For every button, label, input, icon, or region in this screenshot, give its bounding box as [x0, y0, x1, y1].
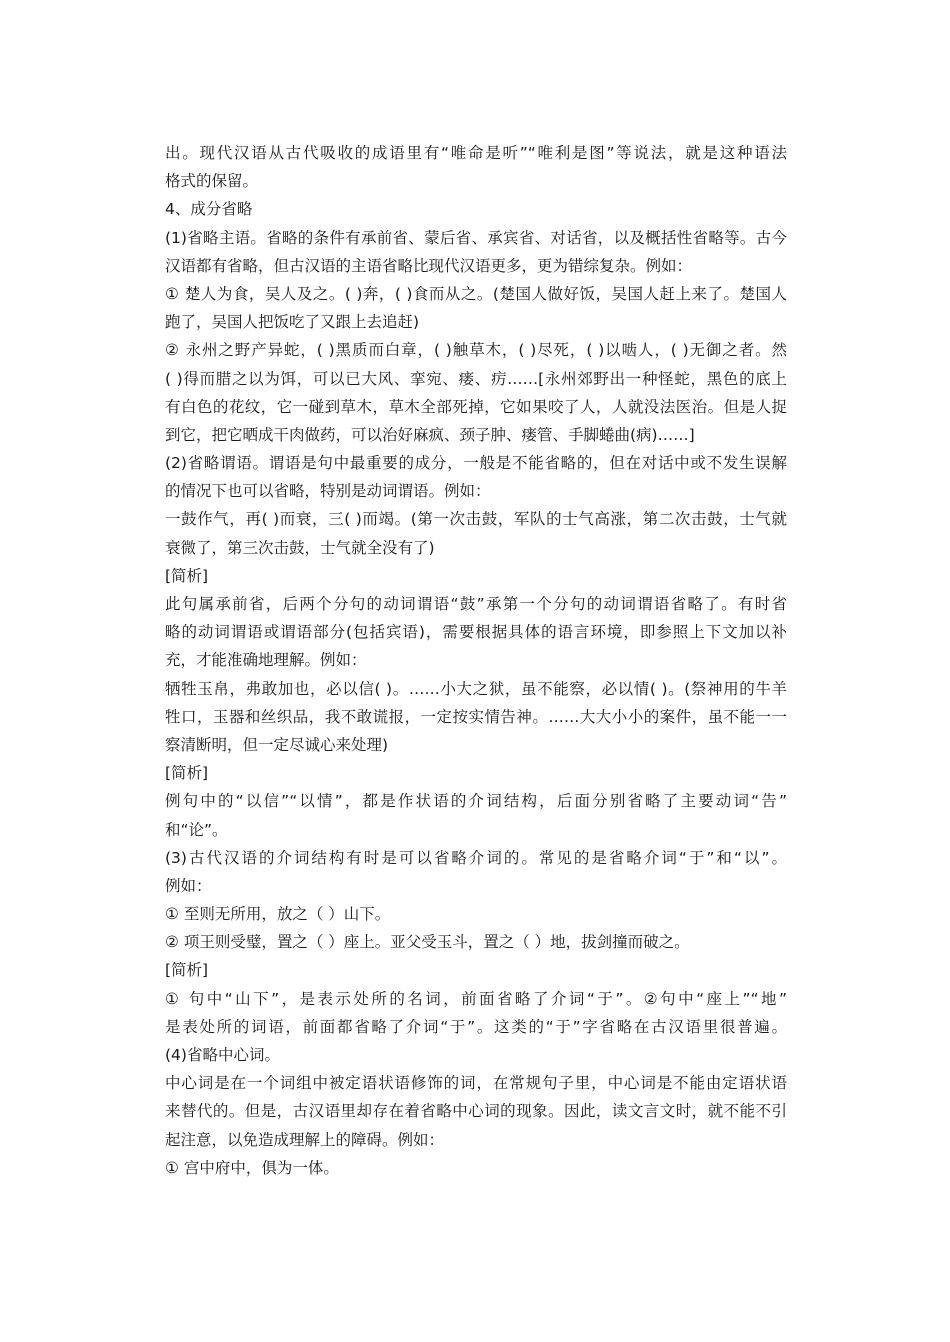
text-line: ① 至则无所用，放之（ ）山下。: [165, 905, 391, 924]
text-line: 牺牲玉帛，弗敢加也，必以信( )。……小大之狱，虽不能察，必以情( )。(祭神用的牛羊: [165, 679, 787, 698]
text-line: 例句中的“以信”“以情”，都是作状语的介词结构，后面分别省略了主要动词“告”: [165, 792, 787, 811]
text-line: ② 永州之野产异蛇，( )黑质而白章，( )触草木，( )尽死，( )以啮人，( )无御之者。然: [165, 341, 787, 360]
text-line: 是表处所的词语，前面都省略了介词“于”。这类的“于”字省略在古汉语里很普遍。: [165, 1017, 787, 1036]
text-line: 4、成分省略: [165, 200, 253, 219]
text-line: [简析]: [165, 566, 209, 585]
text-line: (1)省略主语。省略的条件有承前省、蒙后省、承宾省、对话省，以及概括性省略等。古今: [165, 228, 787, 247]
text-line: ② 项王则受璧，置之（ ）座上。亚父受玉斗，置之（ ）地，拔剑撞而破之。: [165, 933, 690, 952]
text-line: 的情况下也可以省略，特别是动词谓语。例如：: [165, 482, 491, 501]
text-line: 略的动词谓语或谓语部分(包括宾语)，需要根据具体的语言环境，即参照上下文加以补: [165, 623, 787, 642]
text-line: 中心词是在一个词组中被定语状语修饰的词，在常规句子里，中心词是不能由定语状语: [165, 1074, 787, 1093]
text-line: 出。现代汉语从古代吸收的成语里有“唯命是听”“唯利是图”等说法，就是这种语法: [165, 144, 787, 162]
text-line: 衰微了，第三次击鼓，士气就全没有了): [165, 538, 435, 557]
text-line: 汉语都有省略，但古汉语的主语省略比现代汉语更多，更为错综复杂。例如：: [165, 256, 693, 275]
text-line: ① 楚人为食，吴人及之。( )奔，( )食而从之。(楚国人做好饭，吴国人赶上来了。楚国人: [165, 284, 787, 303]
text-line: ① 宫中府中，俱为一体。: [165, 1158, 339, 1177]
text-line: 牲口，玉器和丝织品，我不敢谎报，一定按实情告神。……大大小小的案件，虽不能一一: [165, 707, 787, 726]
text-line: 跑了，吴国人把饭吃了又跟上去追赶): [165, 313, 420, 332]
text-line: 充，才能准确地理解。例如：: [165, 651, 367, 670]
text-line: 例如：: [165, 876, 212, 895]
text-line: 和“论”。: [165, 820, 228, 839]
text-line: 来替代的。但是，古汉语里却存在着省略中心词的现象。因此，读文言文时，就不能不引: [165, 1102, 787, 1121]
text-line: 有白色的花纹，它一碰到草木，草木全部死掉，它如果咬了人，人就没法医治。但是人捉: [165, 397, 787, 416]
text-line: 察清断明，但一定尽诚心来处理): [165, 735, 389, 754]
text-line: (3)古代汉语的介词结构有时是可以省略介词的。常见的是省略介词“于”和“以”。: [165, 848, 787, 867]
text-line: 到它，把它晒成干肉做药，可以治好麻疯、颈子肿、瘘管、手脚蜷曲(病)……]: [165, 425, 695, 444]
text-line: (4)省略中心词。: [165, 1046, 280, 1064]
text-line: 一鼓作气，再( )而衰，三( )而竭。(第一次击鼓，军队的士气高涨，第二次击鼓，士气就: [165, 510, 787, 529]
text-line: ( )得而腊之以为饵，可以已大风、挛宛、瘘、疠……[永州郊野出一种怪蛇，黑色的底上: [165, 369, 787, 388]
text-line: 起注意，以免造成理解上的障碍。例如：: [165, 1130, 445, 1149]
document-page: [165, 139, 787, 1182]
text-line: (2)省略谓语。谓语是句中最重要的成分，一般是不能省略的，但在对话中或不发生误解: [165, 454, 787, 473]
text-line: ① 句中“山下”，是表示处所的名词，前面省略了介词“于”。②句中“座上”“地”: [165, 989, 787, 1008]
text-line: 此句属承前省，后两个分句的动词谓语“鼓”承第一个分句的动词谓语省略了。有时省: [165, 595, 787, 613]
text-line: [简析]: [165, 764, 209, 783]
text-line: 格式的保留。: [165, 172, 259, 191]
text-line: [简析]: [165, 961, 209, 980]
